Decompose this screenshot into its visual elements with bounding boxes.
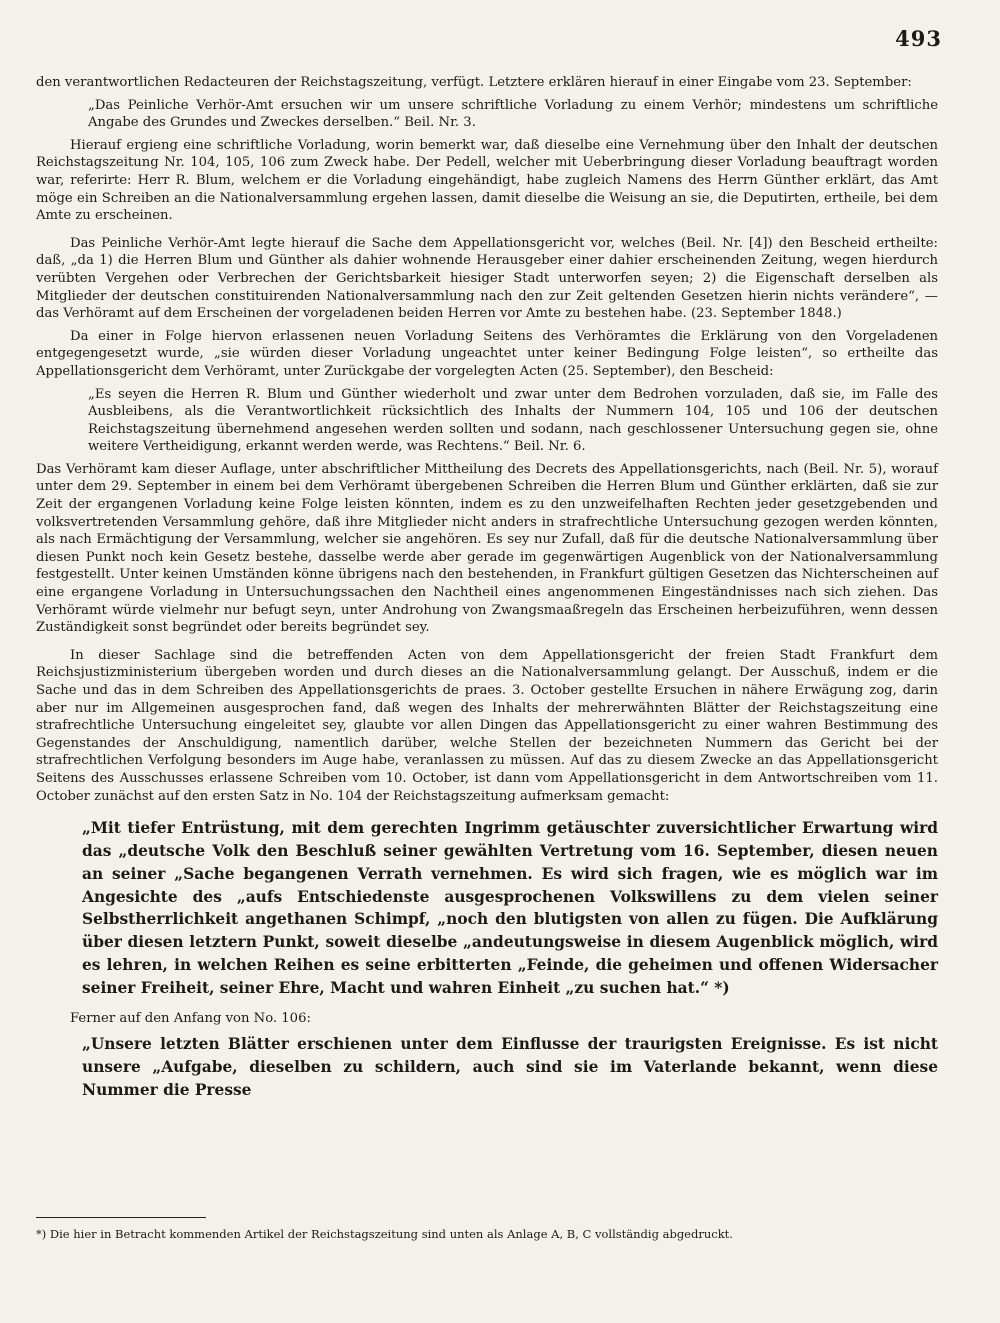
quote-request-summons: „Das Peinliche Verhör-Amt ersuchen wir um unsere schriftliche Vorladung zu einem Verhör; mindestens um schriftliche Angabe des Grundes und Zweckes derselben.“ Beil. Nr. 3.	[88, 97, 938, 131]
quote-issue-106: „Unsere letzten Blätter erschienen unter dem Einflusse der traurigsten Ereignisse. Es ist nicht unsere „Aufgabe, dieselben zu schildern, auch sind sie im Vaterlande bekannt, wenn diese Nummer die Presse	[82, 1035, 938, 1099]
paragraph-new-summons: Da einer in Folge hiervon erlassenen neuen Vorladung Seitens des Verhöramtes die Erklärung von den Vorgeladenen entgegengesetzt wurde, „sie würden dieser Vorladung ungeachtet unter keiner Bedingung Folge leisten“, so ertheilte das Appellationsgericht dem Verhöramt, unter Zurückgabe der vorgelegten Acten (25. September), den Bescheid:	[36, 328, 938, 379]
paragraph-continuation: den verantwortlichen Redacteuren der Reichstagszeitung, verfügt. Letztere erklären hierauf in einer Eingabe vom 23. September:	[36, 75, 912, 90]
page-number: 493	[895, 26, 942, 51]
footnote-divider	[36, 1217, 206, 1218]
paragraph-appeal-court-decision: Das Peinliche Verhör-Amt legte hierauf die Sache dem Appellationsgericht vor, welches (Beil. Nr. [4]) den Bescheid ertheilte: daß, „da 1) die Herren Blum und Günther als dahier wohnende Herausgeber einer dahier erscheinenden Zeitung, wegen hierdurch verübten Vergehen oder Verbrechen der Gerichtsbarkeit hiesiger Stadt unterworfen seyen; 2) die Eigenschaft derselben als Mitglieder der deutschen constituirenden Nationalversammlung nach den zur Zeit geltenden Gesetzen hierin nichts verändere“, — das Verhöramt auf dem Erscheinen der vorgeladenen beiden Herren vor Amte zu bestehen habe. (23. September 1848.)	[36, 235, 938, 322]
quote-court-ruling: „Es seyen die Herren R. Blum und Günther wiederholt und zwar unter dem Bedrohen vorzuladen, daß sie, im Falle des Ausbleibens, als die Verantwortlichkeit rücksichtlich des Inhalts der Nummern 104, 105 und 106 der deutschen Reichstagszeitung übernehmend angesehen werden sollten und sodann, nach geschlossener Untersuchung gegen sie, ohne weitere Vertheidigung, erkannt werden werde, was Rechtens.“ Beil. Nr. 6.	[88, 386, 938, 455]
paragraph-committee-review: In dieser Sachlage sind die betreffenden Acten von dem Appellationsgericht der freien Stadt Frankfurt dem Reichsjustizministerium übergeben worden und durch dieses an die Nationalversammlung gelangt. Der Ausschuß, indem er die Sache und das in dem Schreiben des Appellationsgerichts de praes. 3. October gestellte Ersuchen in nähere Erwägung zog, darin aber nur im Allgemeinen ausgesprochen fand, daß wegen des Inhalts der mehrerwähnten Blätter der Reichstagszeitung eine strafrechtliche Untersuchung eingeleitet sey, glaubte vor allen Dingen das Appellationsgericht zu einer wahren Bestimmung des Gegenstandes der Anschuldigung, namentlich darüber, welche Stellen der bezeichneten Nummern das Gericht bei der strafrechtlichen Verfolgung besonders im Auge habe, veranlassen zu müssen. Auf das zu diesem Zwecke an das Appellationsgericht Seitens des Ausschusses erlassene Schreiben vom 10. October, ist dann vom Appellationsgericht in dem Antwortschreiben vom 11. October zunächst auf den ersten Satz in No. 104 der Reichstagszeitung aufmerksam gemacht:	[36, 647, 938, 804]
quote-issue-104: „Mit tiefer Entrüstung, mit dem gerechten Ingrimm getäuschter zuversichtlicher Erwartung wird das „deutsche Volk den Beschluß seiner gewählten Vertretung vom 16. September, diesen neuen an seiner „Sache begangenen Verrath vernehmen. Es wird sich fragen, wie es möglich war im Angesichte des „aufs Entschiedenste ausgesprochenen Volkswillens zu dem vielen seiner Selbstherrlichkeit angethanen Schimpf, „noch den blutigsten von allen zu fügen. Die Aufklärung über diesen letztern Punkt, soweit dieselbe „andeutungsweise in diesem Augenblick möglich, wird es lehren, in welchen Reihen es seine erbitterten „Feinde, die geheimen und offenen Widersacher seiner Freiheit, seiner Ehre, Macht und wahren Einheit „zu suchen hat.“ *)	[82, 819, 938, 997]
main-text	[36, 74, 938, 1102]
paragraph-summons-issued: Hierauf ergieng eine schriftliche Vorladung, worin bemerkt war, daß dieselbe eine Vernehmung über den Inhalt der deutschen Reichstagszeitung Nr. 104, 105, 106 zum Zweck habe. Der Pedell, welcher mit Ueberbringung dieser Vorladung beauftragt worden war, referirte: Herr R. Blum, welchem er die Vorladung eingehändigt, habe zugleich Namens des Herrn Günther erklärt, das Amt möge ein Schreiben an die Nationalversammlung ergehen lassen, damit dieselbe die Weisung an sie, die Deputirten, ertheile, bei dem Amte zu erscheinen.	[36, 137, 938, 224]
footnote: *) Die hier in Betracht kommenden Artikel der Reichstagszeitung sind unten als Anlage A, B, C vollständig abgedruckt.	[36, 1227, 733, 1241]
lead-issue-106: Ferner auf den Anfang von No. 106:	[70, 1010, 311, 1026]
paragraph-deputies-declaration: Das Verhöramt kam dieser Auflage, unter abschriftlicher Mittheilung des Decrets des Appellationsgerichts, nach (Beil. Nr. 5), worauf unter dem 29. September in einem bei dem Verhöramt übergebenen Schreiben die Herren Blum und Günther erklärten, daß sie zur Zeit der ergangenen Vorladung keine Folge leisten könnten, indem es zu den unzweifelhaften Rechten jeder gesetzgebenden und volksvertretenden Versammlung gehöre, daß ihre Mitglieder nicht anders in strafrechtliche Untersuchung gezogen werden könnten, als nach Ermächtigung der Versammlung, welcher sie angehören. Es sey nur Zufall, daß für die deutsche Nationalversammlung über diesen Punkt noch kein Gesetz bestehe, dasselbe werde aber gerade im gegenwärtigen Augenblick von der Nationalversammlung festgestellt. Unter keinen Umständen könne übrigens nach den bestehenden, in Frankfurt gültigen Gesetzen das Nichterscheinen auf eine ergangene Vorladung in Untersuchungssachen den Nachtheil eines angenommenen Eingeständnisses nach sich ziehen. Das Verhöramt würde vielmehr nur befugt seyn, unter Androhung von Zwangsmaaßregeln das Erscheinen herbeizuführen, wenn dessen Zuständigkeit sonst begründet oder bereits begründet sey.	[36, 461, 938, 636]
